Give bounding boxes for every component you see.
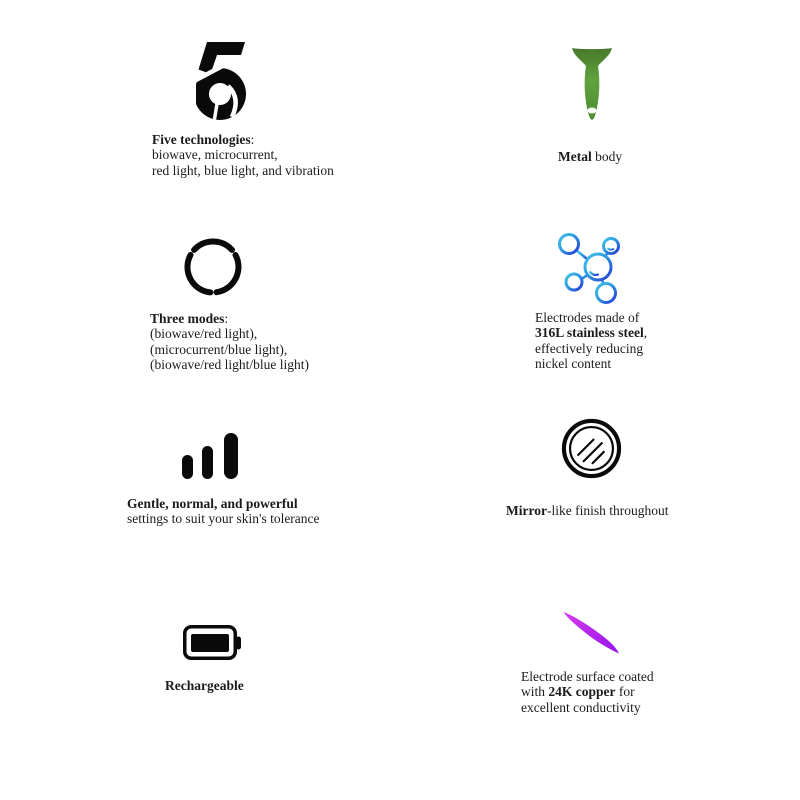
molecule-icon	[558, 233, 623, 304]
rechargeable-label: Rechargeable	[165, 678, 244, 693]
metal-body-label: Metal body	[558, 149, 623, 164]
intensity-settings-label: Gentle, normal, and powerful settings to suit your skin's tolerance	[127, 496, 320, 527]
stainless-steel-label: Electrodes made of 316L stainless steel, effectively reducing nickel content	[535, 310, 648, 371]
mirror-icon	[561, 418, 622, 479]
copper-coating-label: Electrode surface coated with 24K copper for excellent conductivity	[521, 669, 654, 715]
five-icon	[196, 42, 246, 122]
battery-icon	[183, 625, 241, 661]
five-technologies-label: Five technologies: biowave, microcurrent, red light, blue light, and vibration	[152, 132, 334, 178]
handle-icon	[570, 47, 614, 123]
mirror-finish-label: Mirror-like finish throughout	[506, 503, 669, 518]
three-modes-label: Three modes: (biowave/red light), (microcurrent/blue light), (biowave/red light/blue light)	[150, 311, 309, 372]
modes-circle-icon	[184, 238, 242, 296]
signal-bars-icon	[182, 433, 238, 479]
blade-icon	[562, 612, 620, 654]
